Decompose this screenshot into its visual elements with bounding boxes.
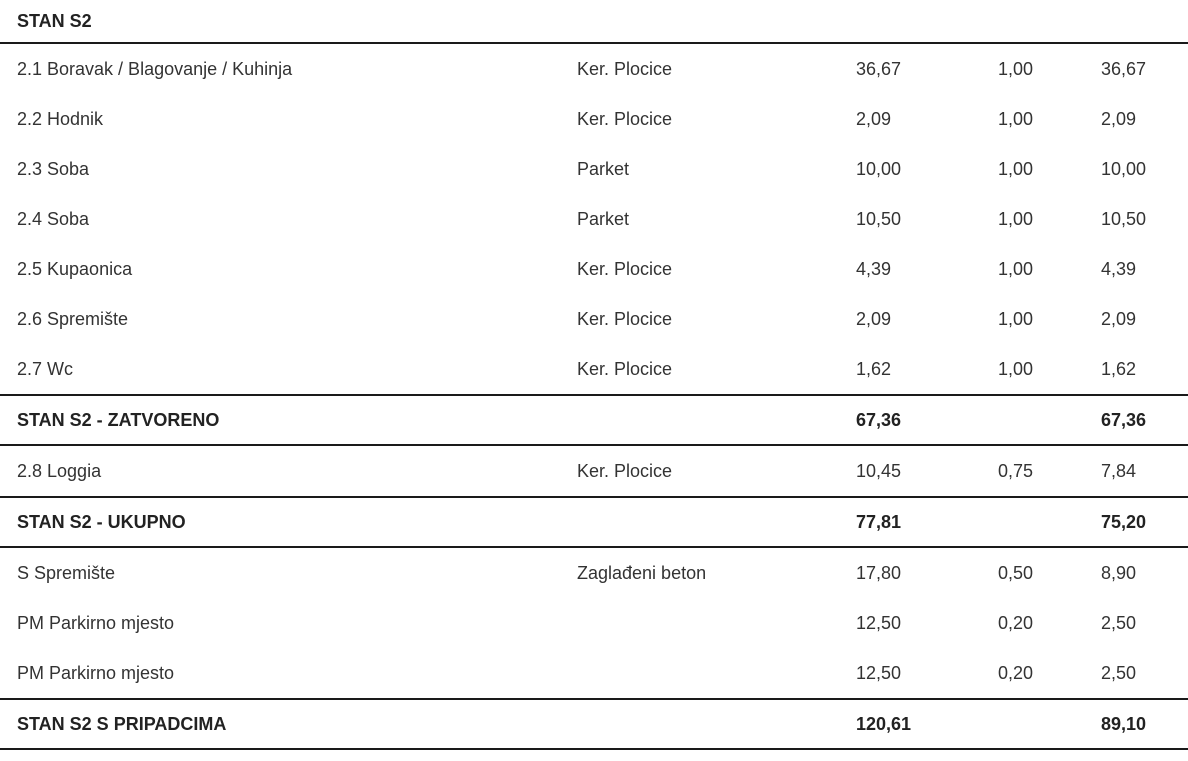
- table-title: STAN S2: [0, 0, 1188, 44]
- area-cell: 2,09: [856, 308, 892, 329]
- room-name-cell: S Spremište: [17, 562, 116, 583]
- area-cell: 12,50: [856, 662, 902, 683]
- area-cell: 10,00: [856, 158, 902, 179]
- table-row: [0, 648, 1188, 698]
- coefficient-cell: 1,00: [998, 108, 1034, 129]
- table-row: [0, 344, 1188, 394]
- table-row: [0, 144, 1188, 194]
- coefficient-cell: 0,20: [998, 662, 1034, 683]
- coefficient-cell: 1,00: [998, 58, 1034, 79]
- floor-type-cell: Ker. Plocice: [577, 108, 673, 129]
- summary-row: [0, 496, 1188, 548]
- room-name-cell: 2.3 Soba: [17, 158, 90, 179]
- area-cell: 120,61: [856, 713, 912, 734]
- coefficient-cell: 1,00: [998, 308, 1034, 329]
- net-area-cell: 75,20: [1101, 511, 1147, 532]
- room-name-cell: 2.7 Wc: [17, 358, 74, 379]
- floor-type-cell: Ker. Plocice: [577, 358, 673, 379]
- floor-type-cell: Parket: [577, 158, 630, 179]
- net-area-cell: 2,09: [1101, 308, 1137, 329]
- coefficient-cell: 1,00: [998, 258, 1034, 279]
- room-name-cell: 2.2 Hodnik: [17, 108, 104, 129]
- net-area-cell: 7,84: [1101, 460, 1137, 481]
- table-body: [0, 44, 1188, 750]
- room-name-cell: PM Parkirno mjesto: [17, 612, 175, 633]
- room-name-cell: PM Parkirno mjesto: [17, 662, 175, 683]
- coefficient-cell: 0,50: [998, 562, 1034, 583]
- table-row: [0, 548, 1188, 598]
- coefficient-cell: 0,75: [998, 460, 1034, 481]
- summary-row: [0, 698, 1188, 750]
- area-cell: 77,81: [856, 511, 902, 532]
- net-area-cell: 10,00: [1101, 158, 1147, 179]
- room-name-cell: 2.5 Kupaonica: [17, 258, 133, 279]
- net-area-cell: 36,67: [1101, 58, 1147, 79]
- area-cell: 36,67: [856, 58, 902, 79]
- table-row: [0, 294, 1188, 344]
- area-cell: 1,62: [856, 358, 892, 379]
- net-area-cell: 4,39: [1101, 258, 1137, 279]
- floor-type-cell: Ker. Plocice: [577, 460, 673, 481]
- net-area-cell: 2,50: [1101, 612, 1137, 633]
- room-name-cell: STAN S2 - UKUPNO: [17, 511, 186, 532]
- coefficient-cell: 1,00: [998, 358, 1034, 379]
- coefficient-cell: 0,20: [998, 612, 1034, 633]
- room-name-cell: 2.6 Spremište: [17, 308, 129, 329]
- net-area-cell: 2,09: [1101, 108, 1137, 129]
- net-area-cell: 10,50: [1101, 208, 1147, 229]
- net-area-cell: 2,50: [1101, 662, 1137, 683]
- area-cell: 67,36: [856, 409, 902, 430]
- room-name-cell: 2.4 Soba: [17, 208, 90, 229]
- table-row: [0, 94, 1188, 144]
- net-area-cell: 67,36: [1101, 409, 1147, 430]
- floor-type-cell: Parket: [577, 208, 630, 229]
- net-area-cell: 89,10: [1101, 713, 1147, 734]
- table-row: [0, 44, 1188, 94]
- table-row: [0, 598, 1188, 648]
- area-cell: 10,45: [856, 460, 902, 481]
- net-area-cell: 1,62: [1101, 358, 1137, 379]
- room-name-cell: 2.1 Boravak / Blagovanje / Kuhinja: [17, 58, 293, 79]
- area-cell: 10,50: [856, 208, 902, 229]
- coefficient-cell: 1,00: [998, 158, 1034, 179]
- room-name-cell: 2.8 Loggia: [17, 460, 102, 481]
- table-row: [0, 194, 1188, 244]
- area-cell: 12,50: [856, 612, 902, 633]
- floor-type-cell: Ker. Plocice: [577, 258, 673, 279]
- area-cell: 4,39: [856, 258, 892, 279]
- room-name-cell: STAN S2 S PRIPADCIMA: [17, 713, 227, 734]
- area-cell: 2,09: [856, 108, 892, 129]
- room-name-cell: STAN S2 - ZATVORENO: [17, 409, 220, 430]
- net-area-cell: 8,90: [1101, 562, 1137, 583]
- summary-row: [0, 394, 1188, 446]
- floor-type-cell: Zaglađeni beton: [577, 562, 707, 583]
- table-row: [0, 446, 1188, 496]
- area-cell: 17,80: [856, 562, 902, 583]
- floor-type-cell: Ker. Plocice: [577, 58, 673, 79]
- floor-type-cell: Ker. Plocice: [577, 308, 673, 329]
- table-row: [0, 244, 1188, 294]
- coefficient-cell: 1,00: [998, 208, 1034, 229]
